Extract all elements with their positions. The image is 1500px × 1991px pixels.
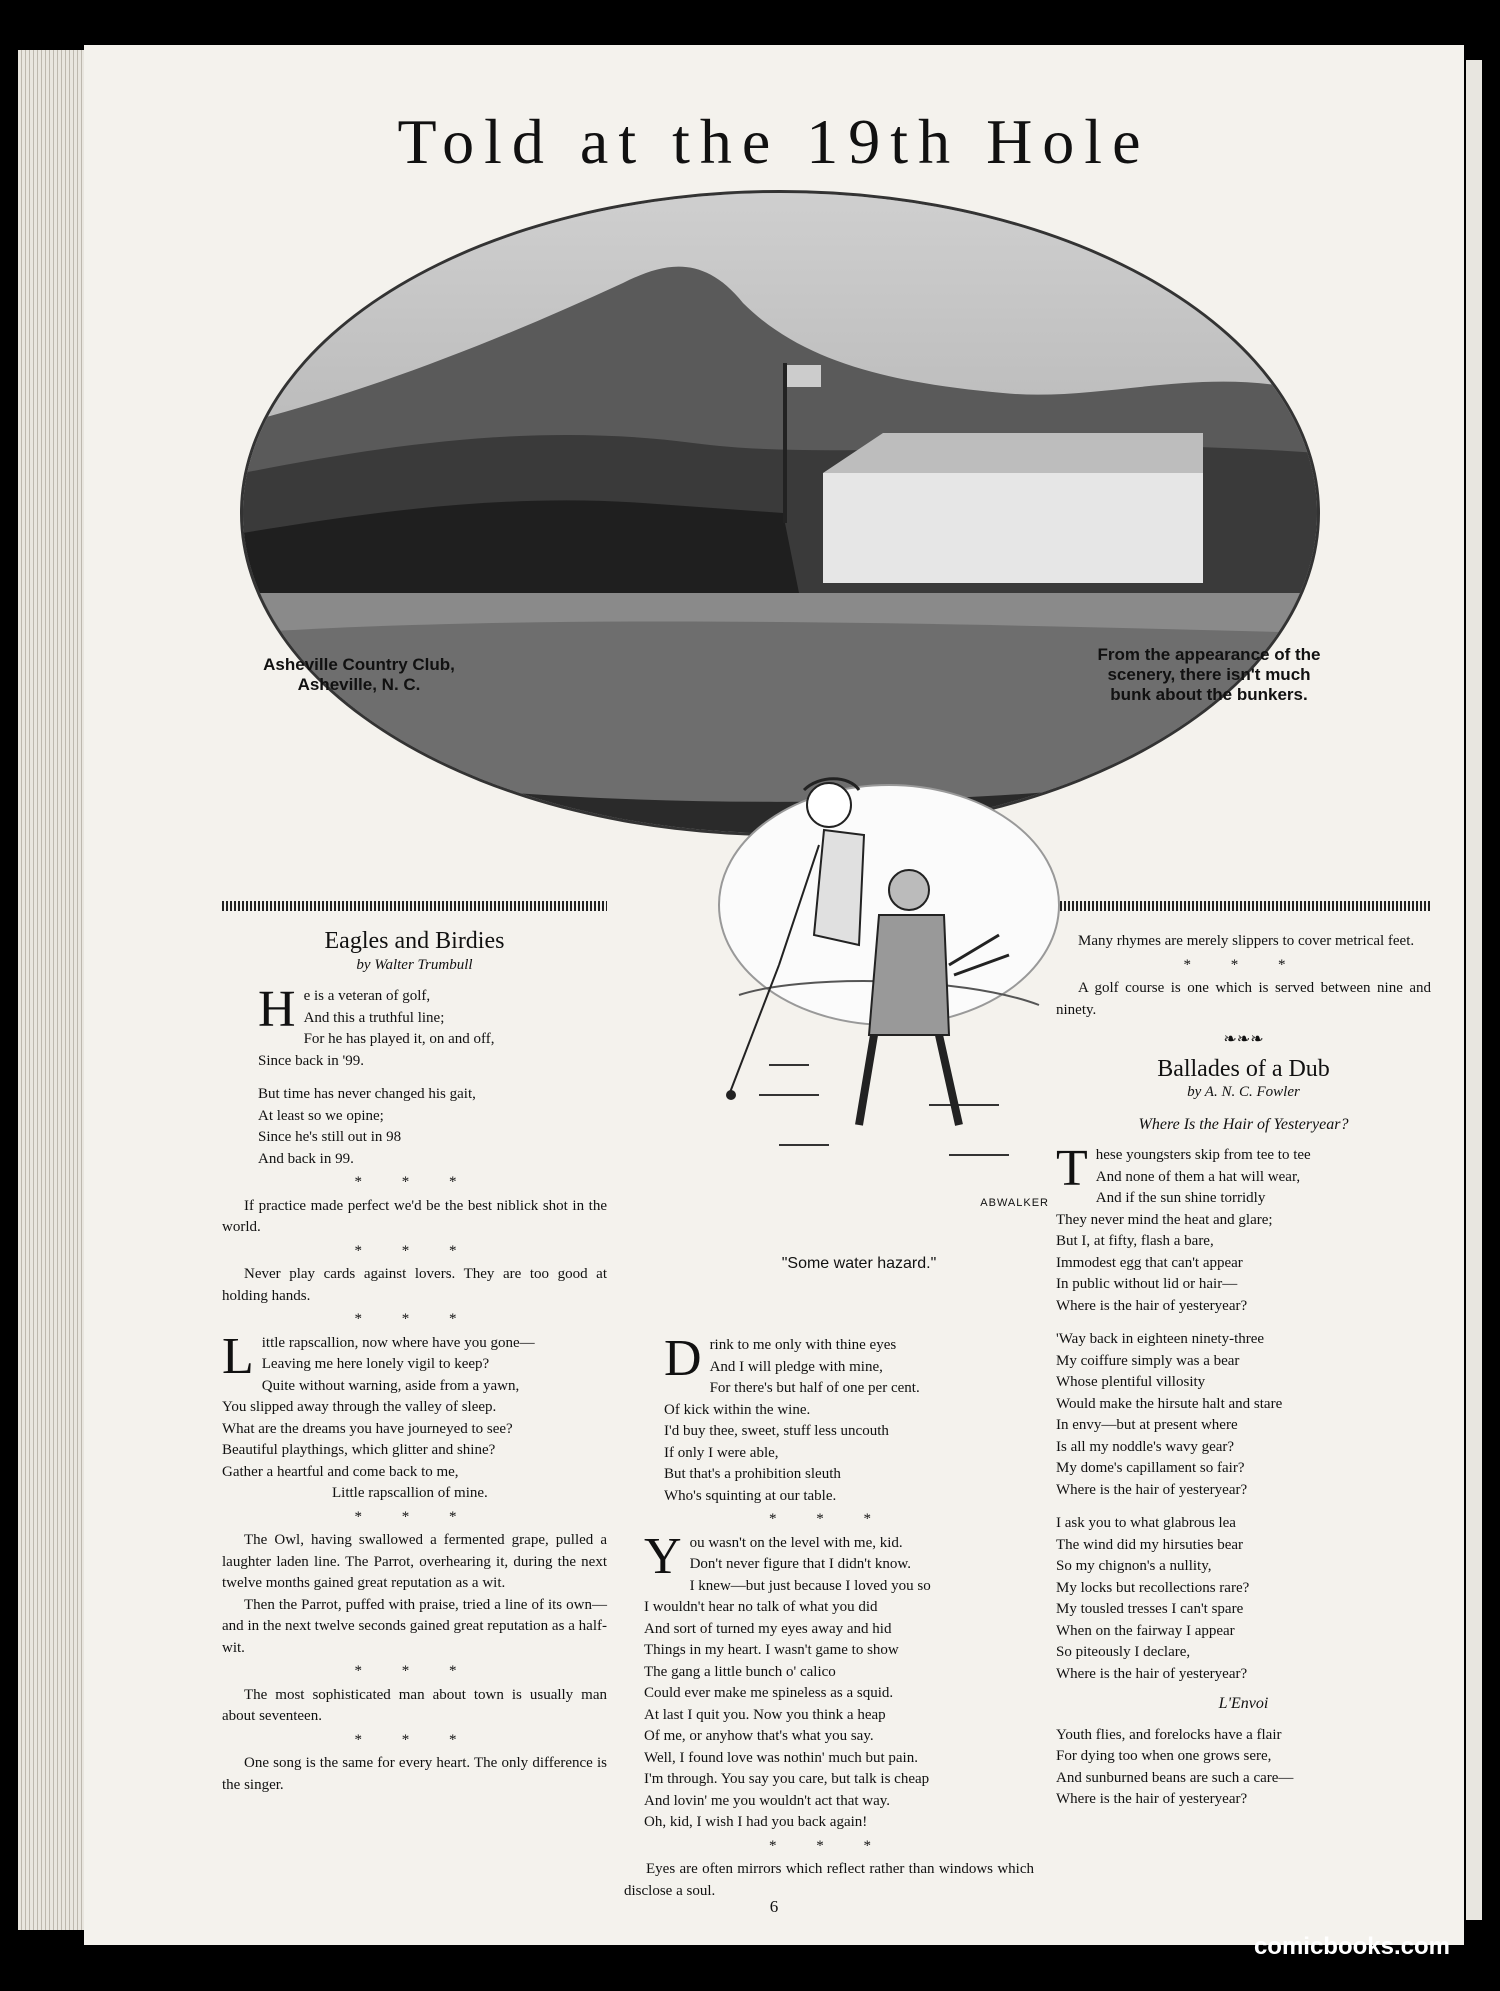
page-title: Told at the 19th Hole <box>397 106 1151 177</box>
poem-line: Things in my heart. I wasn't game to show <box>644 1642 899 1658</box>
poem-line: For he has played it, on and off, <box>303 1031 495 1047</box>
poem-line: In public without lid or hair— <box>1056 1276 1238 1292</box>
section-divider: * * * <box>354 1242 475 1259</box>
poem-line: Don't never figure that I didn't know. <box>689 1556 912 1572</box>
poem-line: Of kick within the wine. <box>664 1401 811 1418</box>
joke-paragraph: Eyes are often mirrors which reflect rather than windows which disclose a soul. <box>624 1861 1034 1899</box>
joke-paragraph: The most sophisticated man about town is usually man about seventeen. <box>222 1686 607 1724</box>
ballad-stanza <box>1056 1329 1431 1501</box>
poem-line: But I, at fifty, flash a bare, <box>1056 1233 1214 1249</box>
column-rule-left <box>222 901 607 911</box>
column-left <box>222 925 607 1796</box>
magazine-page <box>84 45 1464 1945</box>
poem-line: For there's but half of one per cent. <box>709 1380 920 1396</box>
poem-line: You wasn't on the level with me, kid. <box>644 1527 903 1585</box>
column-middle <box>624 1330 1034 1902</box>
scenery-caption-line: bunk about the bunkers. <box>1110 685 1308 704</box>
poem-line: What are the dreams you have journeyed to see? <box>222 1420 513 1437</box>
joke-paragraph: If practice made perfect we'd be the best niblick shot in the world. <box>222 1197 607 1235</box>
poem-line: The wind did my hirsuties bear <box>1056 1536 1244 1553</box>
photo-caption-line: Asheville, N. C. <box>297 675 421 694</box>
poem-line: 'Way back in eighteen ninety-three <box>1056 1331 1265 1347</box>
joke-paragraph: Many rhymes are merely slippers to cover metrical feet. <box>1078 933 1415 949</box>
facing-page-edge <box>1466 60 1482 1920</box>
poem-line: Leaving me here lonely vigil to keep? <box>261 1356 490 1372</box>
section-divider: * * * <box>354 1508 475 1525</box>
golfer-sketch <box>699 735 1069 1255</box>
poem-line: At last I quit you. Now you think a heap <box>644 1706 886 1723</box>
poem-line: But time has never changed his gait, <box>258 1086 476 1102</box>
joke-paragraph: A golf course is one which is served between nine and ninety. <box>1056 980 1431 1018</box>
poem-line: So piteously I declare, <box>1056 1644 1191 1660</box>
drink-poem <box>624 1330 1034 1507</box>
ballad-byline: by A. N. C. Fowler <box>1187 1084 1300 1100</box>
section-divider: * * * <box>354 1311 475 1327</box>
joke-paragraph: Never play cards against lovers. They are too good at holding hands. <box>222 1266 607 1304</box>
poem-line: In envy—but at present where <box>1056 1417 1238 1433</box>
rapscallion-poem <box>222 1327 607 1505</box>
poem-line: My locks but recollections rare? <box>1056 1579 1250 1596</box>
section-divider: * * * <box>769 1511 889 1527</box>
page-number: 6 <box>769 1897 779 1916</box>
poem-line: You slipped away through the valley of sleep. <box>222 1399 497 1415</box>
poem-line: Could ever make me spineless as a squid. <box>644 1685 894 1701</box>
envoi-title: L'Envoi <box>1218 1695 1269 1712</box>
poem-stanza <box>222 1084 607 1170</box>
poem-line: Gather a heartful and come back to me, <box>222 1463 459 1480</box>
poem-line: Drink to me only with thine eyes <box>664 1330 897 1387</box>
poem-byline: by Walter Trumbull <box>356 956 473 973</box>
poem-line: But that's a prohibition sleuth <box>664 1466 841 1482</box>
book-page-stack <box>18 50 88 1930</box>
poem-line: I wouldn't hear no talk of what you did <box>644 1599 878 1615</box>
section-divider: * * * <box>1183 956 1304 973</box>
poem-line: For dying too when one grows sere, <box>1056 1748 1272 1764</box>
section-divider: * * * <box>354 1174 475 1190</box>
poem-line: They never mind the heat and glare; <box>1056 1211 1273 1228</box>
poem-line: My tousled tresses I can't spare <box>1056 1601 1244 1617</box>
scenery-caption-line: From the appearance of the <box>1097 645 1321 664</box>
poem-line: And sunburned beans are such a care— <box>1056 1769 1294 1786</box>
poem-line: Little rapscallion of mine. <box>332 1485 488 1501</box>
poem-line: And none of them a hat will wear, <box>1095 1168 1301 1185</box>
scenery-caption-line: scenery, there isn't much <box>1107 665 1311 684</box>
poem-line: I knew—but just because I loved you so <box>689 1577 931 1594</box>
section-divider: * * * <box>769 1837 889 1854</box>
poem-line: And if the sun shine torridly <box>1095 1190 1266 1206</box>
joke-paragraph: One song is the same for every heart. The only difference is the singer. <box>222 1755 607 1793</box>
photo-caption-line: Asheville Country Club, <box>263 655 455 674</box>
poem-line: I ask you to what glabrous lea <box>1056 1515 1236 1531</box>
poem-line: My coiffure simply was a bear <box>1056 1352 1240 1369</box>
poem-line: Whose plentiful villosity <box>1056 1374 1206 1390</box>
scenery-caption <box>1069 645 1349 705</box>
poem-line: I'm through. You say you care, but talk is cheap <box>644 1771 930 1787</box>
poem-line: He is a veteran of golf, <box>258 981 431 1038</box>
poem-line: Quite without warning, aside from a yawn, <box>261 1377 520 1394</box>
poem-line: Since he's still out in 98 <box>258 1129 402 1145</box>
poem-title: Eagles and Birdies <box>324 928 505 954</box>
poem-line: Where is the hair of yesteryear? <box>1056 1481 1248 1498</box>
golfer-carrying-caddie-illustration <box>699 735 1069 1255</box>
fable-paragraph: Then the Parrot, puffed with praise, tried a line of its own—and in the next twelve seconds gained great reputation as a half-wit. <box>222 1596 607 1656</box>
poem-line: At least so we opine; <box>258 1107 384 1124</box>
ballad-subtitle: Where Is the Hair of Yesteryear? <box>1138 1115 1349 1133</box>
poem-line: Well, I found love was nothin' much but pain. <box>644 1749 918 1766</box>
poem-line: Where is the hair of yesteryear? <box>1056 1297 1248 1314</box>
fleuron-ornament: ❧❧❧ <box>1223 1031 1264 1048</box>
poem-line: Beautiful playthings, which glitter and shine? <box>222 1442 496 1458</box>
poem-line: I'd buy thee, sweet, stuff less uncouth <box>664 1423 889 1439</box>
poem-line: Would make the hirsute halt and stare <box>1056 1395 1283 1412</box>
poem-line: The gang a little bunch o' calico <box>644 1663 836 1680</box>
poem-line: Where is the hair of yesteryear? <box>1056 1791 1248 1807</box>
poem-line: Little rapscallion, now where have you gone— <box>222 1327 535 1385</box>
kid-poem <box>624 1527 1034 1834</box>
section-divider: * * * <box>354 1663 475 1679</box>
column-rule-right <box>1056 901 1431 911</box>
fable-paragraph: The Owl, having swallowed a fermented grape, pulled a laughter laden line. The Parrot, overhearing it, during the next twelve months gained great reputation as a wit. <box>222 1532 607 1591</box>
poem-line: Youth flies, and forelocks have a flair <box>1056 1726 1282 1743</box>
poem-line: So my chignon's a nullity, <box>1056 1558 1212 1574</box>
ballad-stanza <box>1056 1140 1431 1317</box>
poem-line: Where is the hair of yesteryear? <box>1056 1665 1248 1682</box>
poem-line: Of me, or anyhow that's what you say. <box>644 1728 874 1744</box>
section-divider: * * * <box>354 1731 475 1748</box>
poem-line: And sort of turned my eyes away and hid <box>644 1620 892 1637</box>
column-right <box>1056 931 1431 1811</box>
poem-line: Oh, kid, I wish I had you back again! <box>644 1814 868 1830</box>
poem-line: And I will pledge with mine, <box>709 1358 883 1375</box>
poem-stanza <box>222 981 607 1072</box>
ballad-title: Ballades of a Dub <box>1157 1055 1330 1082</box>
poem-line: My dome's capillament so fair? <box>1056 1460 1245 1476</box>
envoi-stanza <box>1056 1725 1431 1811</box>
poem-line: Since back in '99. <box>258 1052 365 1069</box>
sketch-caption: "Some water hazard." <box>781 1255 937 1272</box>
poem-line: And back in 99. <box>258 1150 354 1167</box>
photo-caption <box>234 655 484 695</box>
poem-line: If only I were able, <box>664 1444 779 1461</box>
site-watermark: comicbooks.com <box>1253 1933 1450 1960</box>
poem-line: Who's squinting at our table. <box>664 1487 837 1504</box>
poem-line: These youngsters skip from tee to tee <box>1056 1140 1311 1197</box>
poem-line: And this a truthful line; <box>303 1009 445 1026</box>
poem-line: When on the fairway I appear <box>1056 1622 1235 1639</box>
ballad-stanza <box>1056 1513 1431 1685</box>
poem-line: Is all my noddle's wavy gear? <box>1056 1438 1235 1455</box>
poem-line: Immodest egg that can't appear <box>1056 1254 1243 1271</box>
sketch-signature: ABWALKER <box>980 1197 1049 1209</box>
poem-line: And lovin' me you wouldn't act that way. <box>644 1792 891 1809</box>
